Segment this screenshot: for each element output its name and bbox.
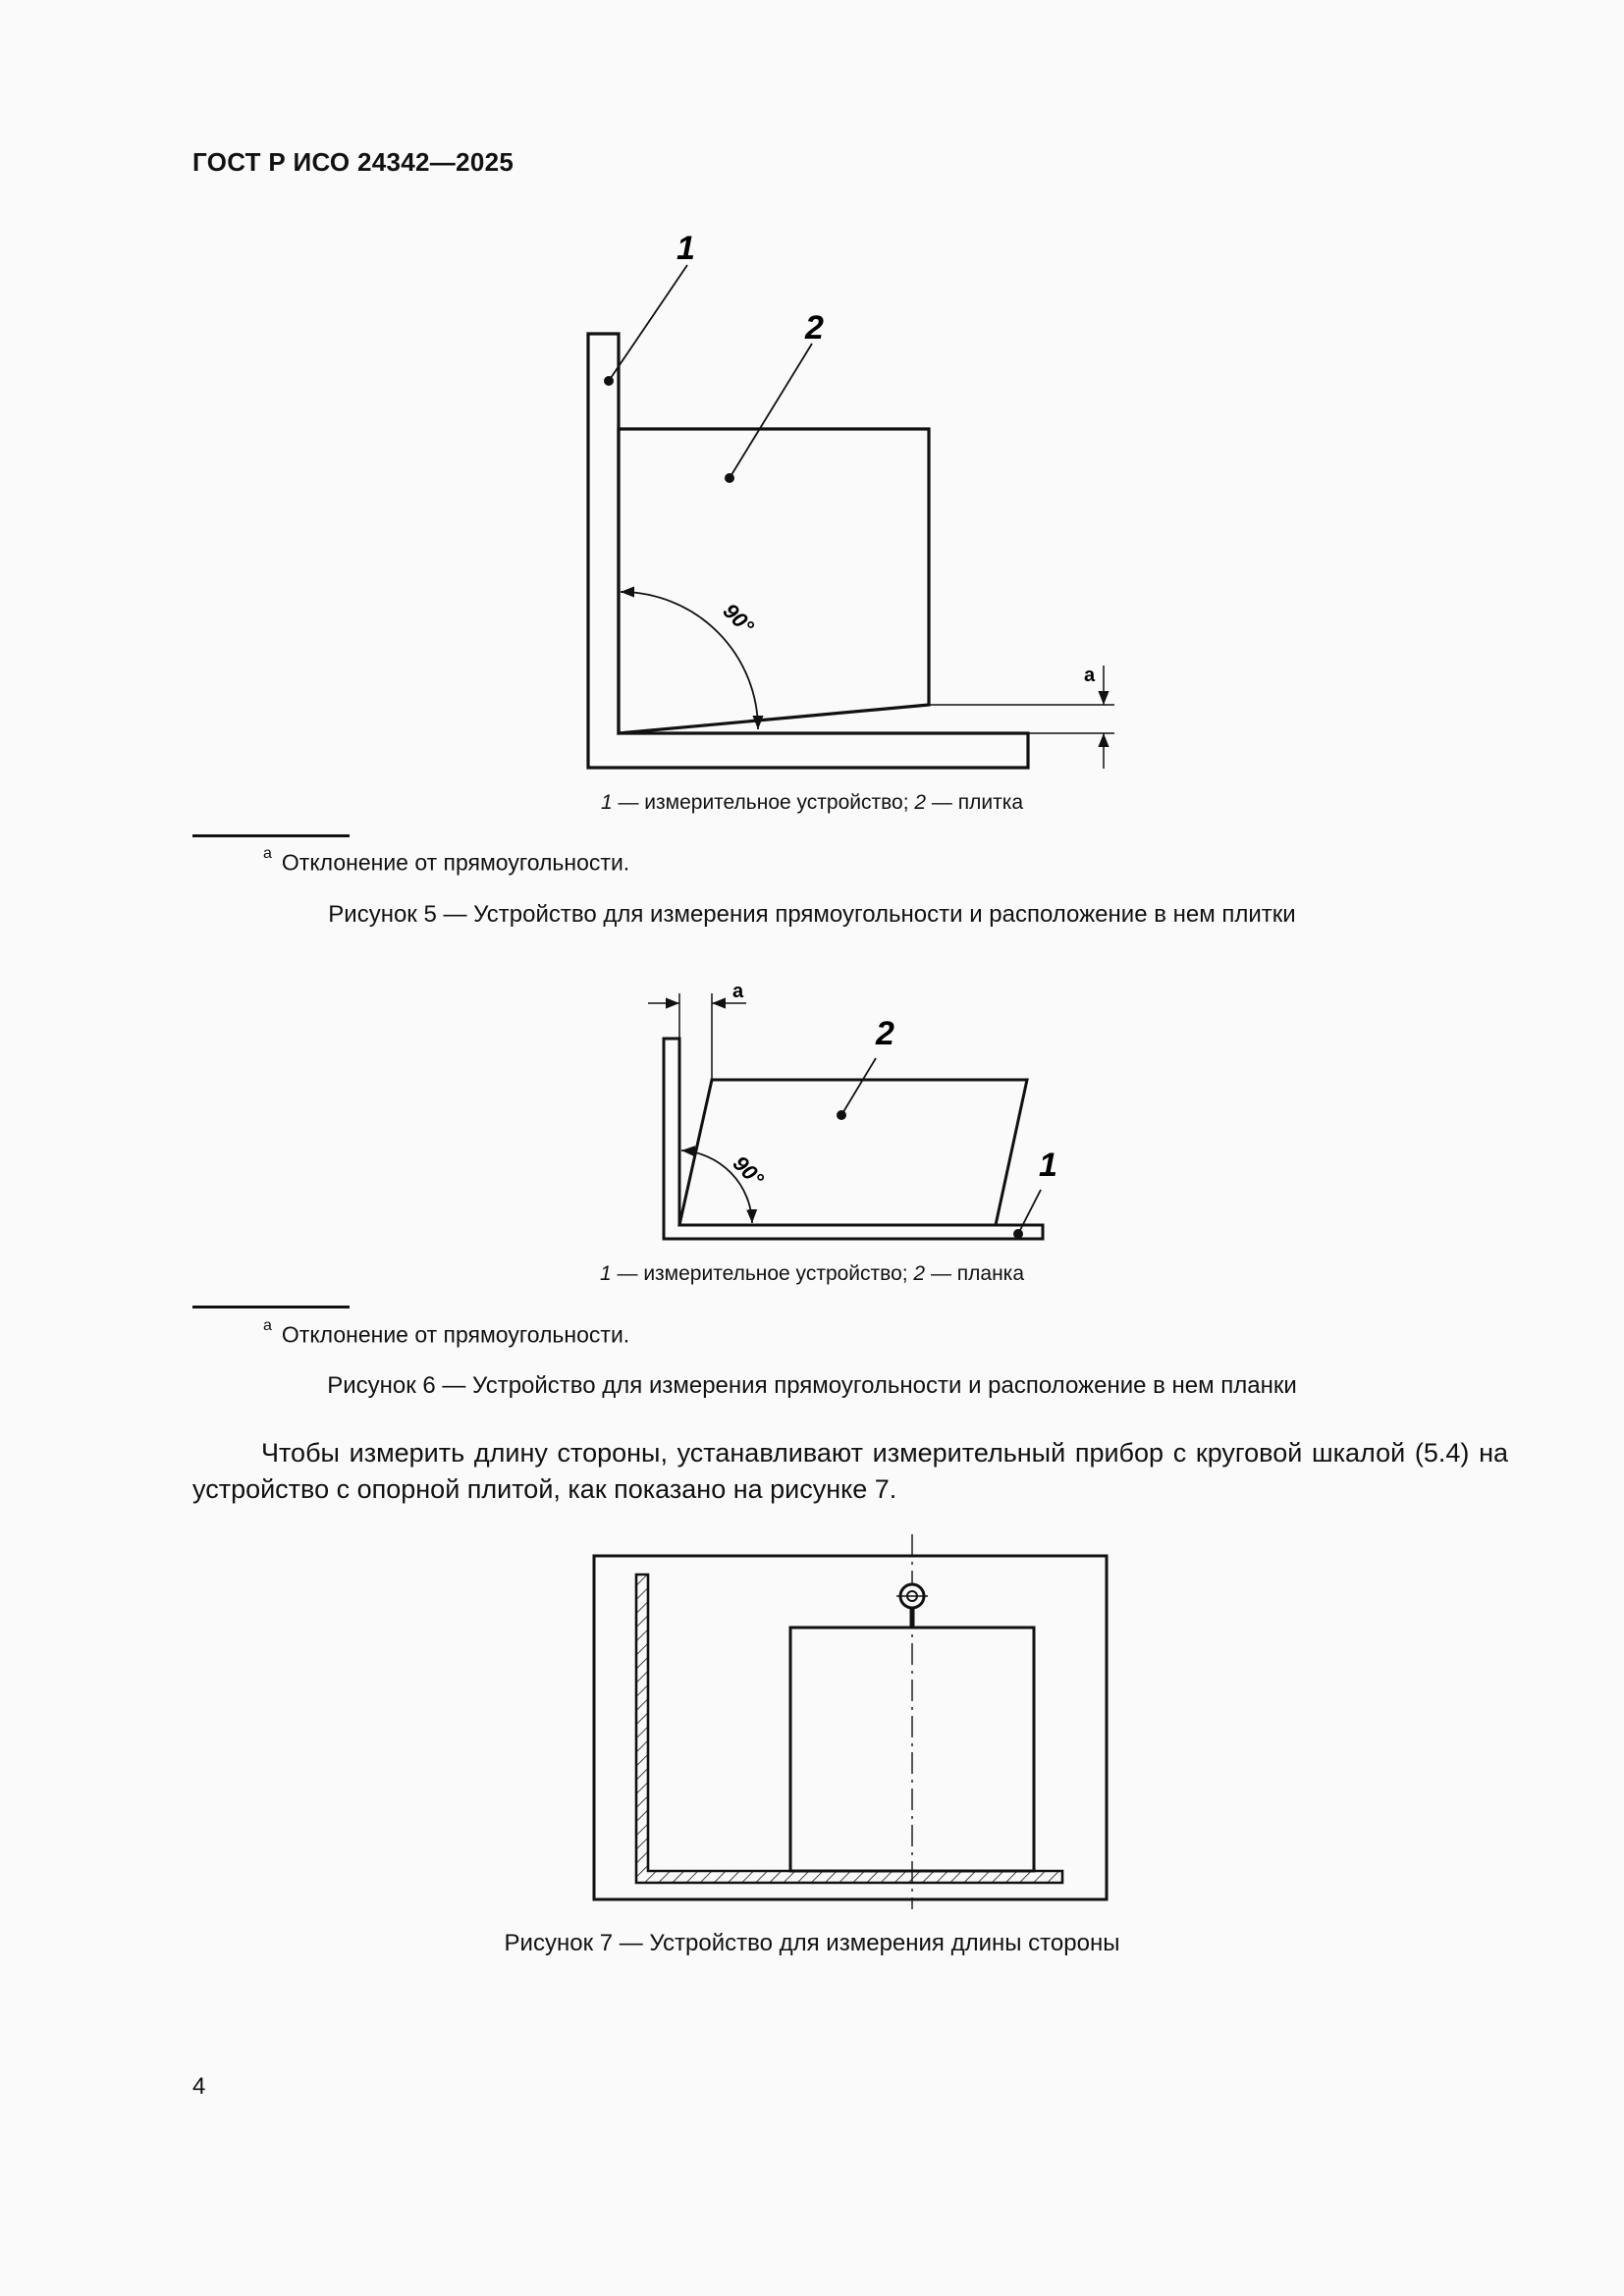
fig6-footnote-rule (192, 1306, 350, 1308)
fig7-caption: Рисунок 7 — Устройство для измерения длины стороны (504, 1930, 1120, 1956)
figure-5 (588, 230, 1114, 769)
fig6-label-2: 2 (876, 1015, 894, 1052)
fig6-angle-label: 90° (728, 1150, 769, 1192)
fig5-caption: Рисунок 5 — Устройство для измерения прямоугольности и расположение в нем плитки (328, 901, 1296, 928)
fig6-measuring-device (664, 1039, 1043, 1239)
fig6-footnote: $^a$ Отклонение от прямоугольности. (263, 1317, 630, 1348)
fig5-footnote-rule (192, 834, 350, 837)
body-paragraph: Чтобы измерить длину стороны, устанавливают измерительный прибор с круговой шкалой (5.4) на устройство с опорной плитой, как показано на рисунке 7. (192, 1438, 1508, 1504)
fig5-legend: 1 — измерительное устройство; 2 — плитка (600, 791, 1024, 814)
figure-7 (594, 1534, 1107, 1909)
fig5-measuring-device (588, 334, 1028, 768)
fig5-label-2: 2 (805, 309, 824, 347)
fig5-angle-label: 90° (718, 598, 759, 639)
fig5-tile (619, 429, 929, 733)
fig6-label-1: 1 (1039, 1147, 1057, 1184)
fig6-legend: 1 — измерительное устройство; 2 — планка (599, 1262, 1025, 1285)
fig6-caption: Рисунок 6 — Устройство для измерения прямоугольности и расположение в нем планки (327, 1372, 1297, 1399)
fig6-dimension-a: a (732, 981, 744, 1002)
document-header: ГОСТ Р ИСО 24342—2025 (192, 147, 514, 177)
fig5-footnote: $^a$ Отклонение от прямоугольности. (263, 845, 630, 876)
figure-6 (648, 981, 1057, 1239)
fig6-plank (679, 1080, 1027, 1225)
fig5-dimension-a: a (1084, 665, 1096, 686)
page-number: 4 (192, 2073, 206, 2100)
fig5-label-1: 1 (677, 230, 695, 267)
